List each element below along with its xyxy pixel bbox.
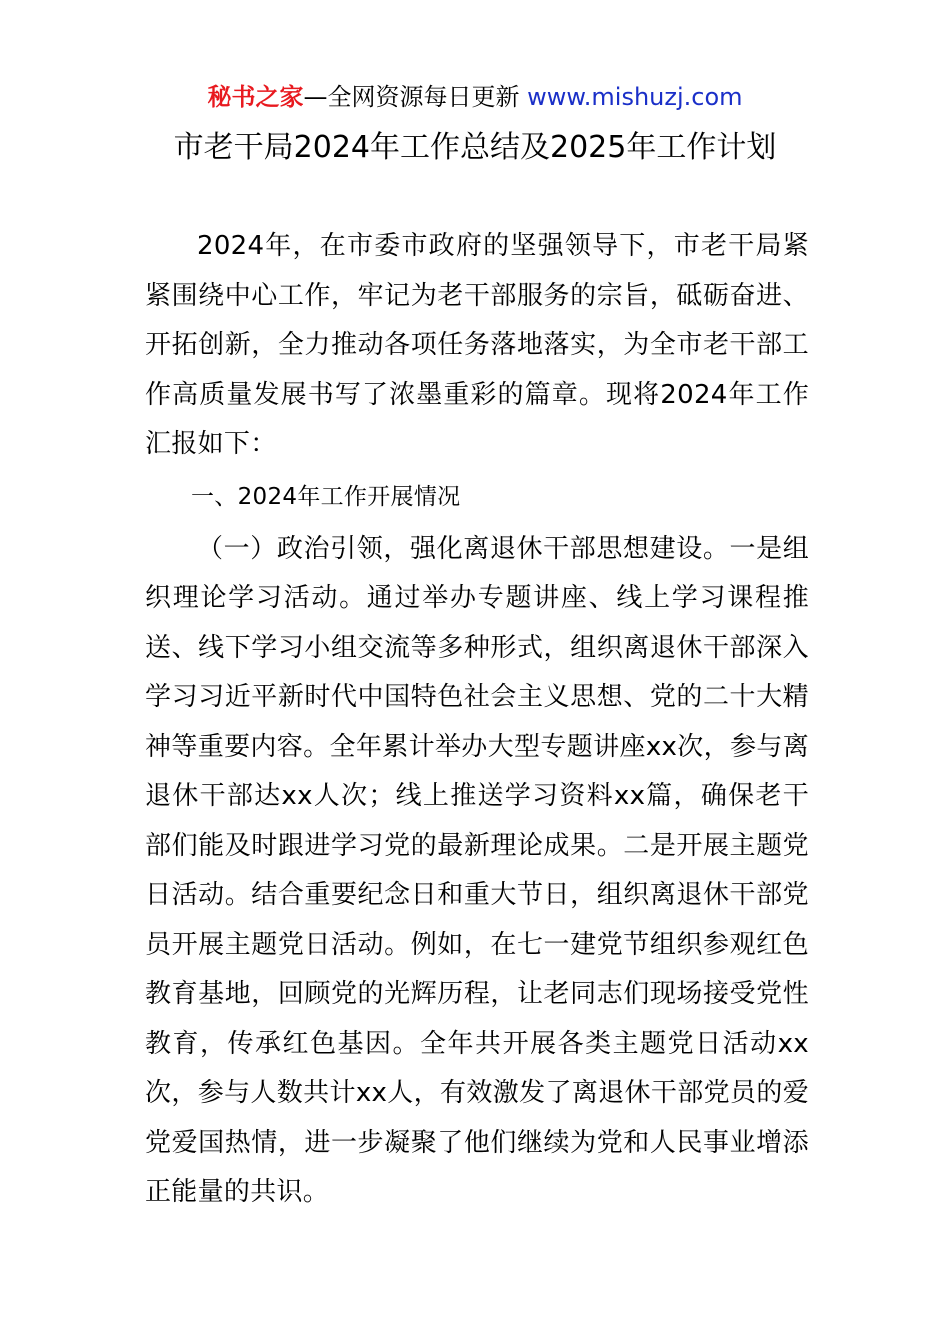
body-paragraph: （一）政治引领，强化离退休干部思想建设。一是组织理论学习活动。通过举办专题讲座、线上学习课程推送、线下学习小组交流等多种形式，组织离退休干部深入学习习近平新时代中国特色社会主义思想、党的二十大精神等重要内容。全年累计举办大型专题讲座xx次，参与离退休干部达xx人次；线上推送学习资料xx篇，确保老干部们能及时跟进学习党的最新理论成果。二是开展主题党日活动。结合重要纪念日和重大节日，组织离退休干部党员开展主题党日活动。例如，在七一建党节组织参观红色教育基地，回顾党的光辉历程，让老同志们现场接受党性教育，传承红色基因。全年共开展各类主题党日活动xx次，参与人数共计xx人，有效激发了离退休干部党员的爱党爱国热情，进一步凝聚了他们继续为党和人民事业增添正能量的共识。 (145, 533, 809, 1207)
header-banner (0, 80, 950, 114)
intro-paragraph: 2024年，在市委市政府的坚强领导下，市老干局紧紧围绕中心工作，牢记为老干部服务的宗旨，砥砺奋进、开拓创新，全力推动各项任务落地落实，为全市老干部工作高质量发展书写了浓墨重彩的篇章。现将2024年工作汇报如下： (145, 231, 809, 459)
document-body (145, 222, 809, 1218)
section-heading: 一、2024年工作开展情况 (191, 483, 461, 510)
document-title: 市老干局2024年工作总结及2025年工作计划 (173, 130, 777, 165)
site-url-link[interactable]: www.mishuzj.com (527, 83, 743, 111)
site-name: 秘书之家 (207, 83, 304, 111)
site-tagline: —全网资源每日更新 (303, 83, 528, 111)
